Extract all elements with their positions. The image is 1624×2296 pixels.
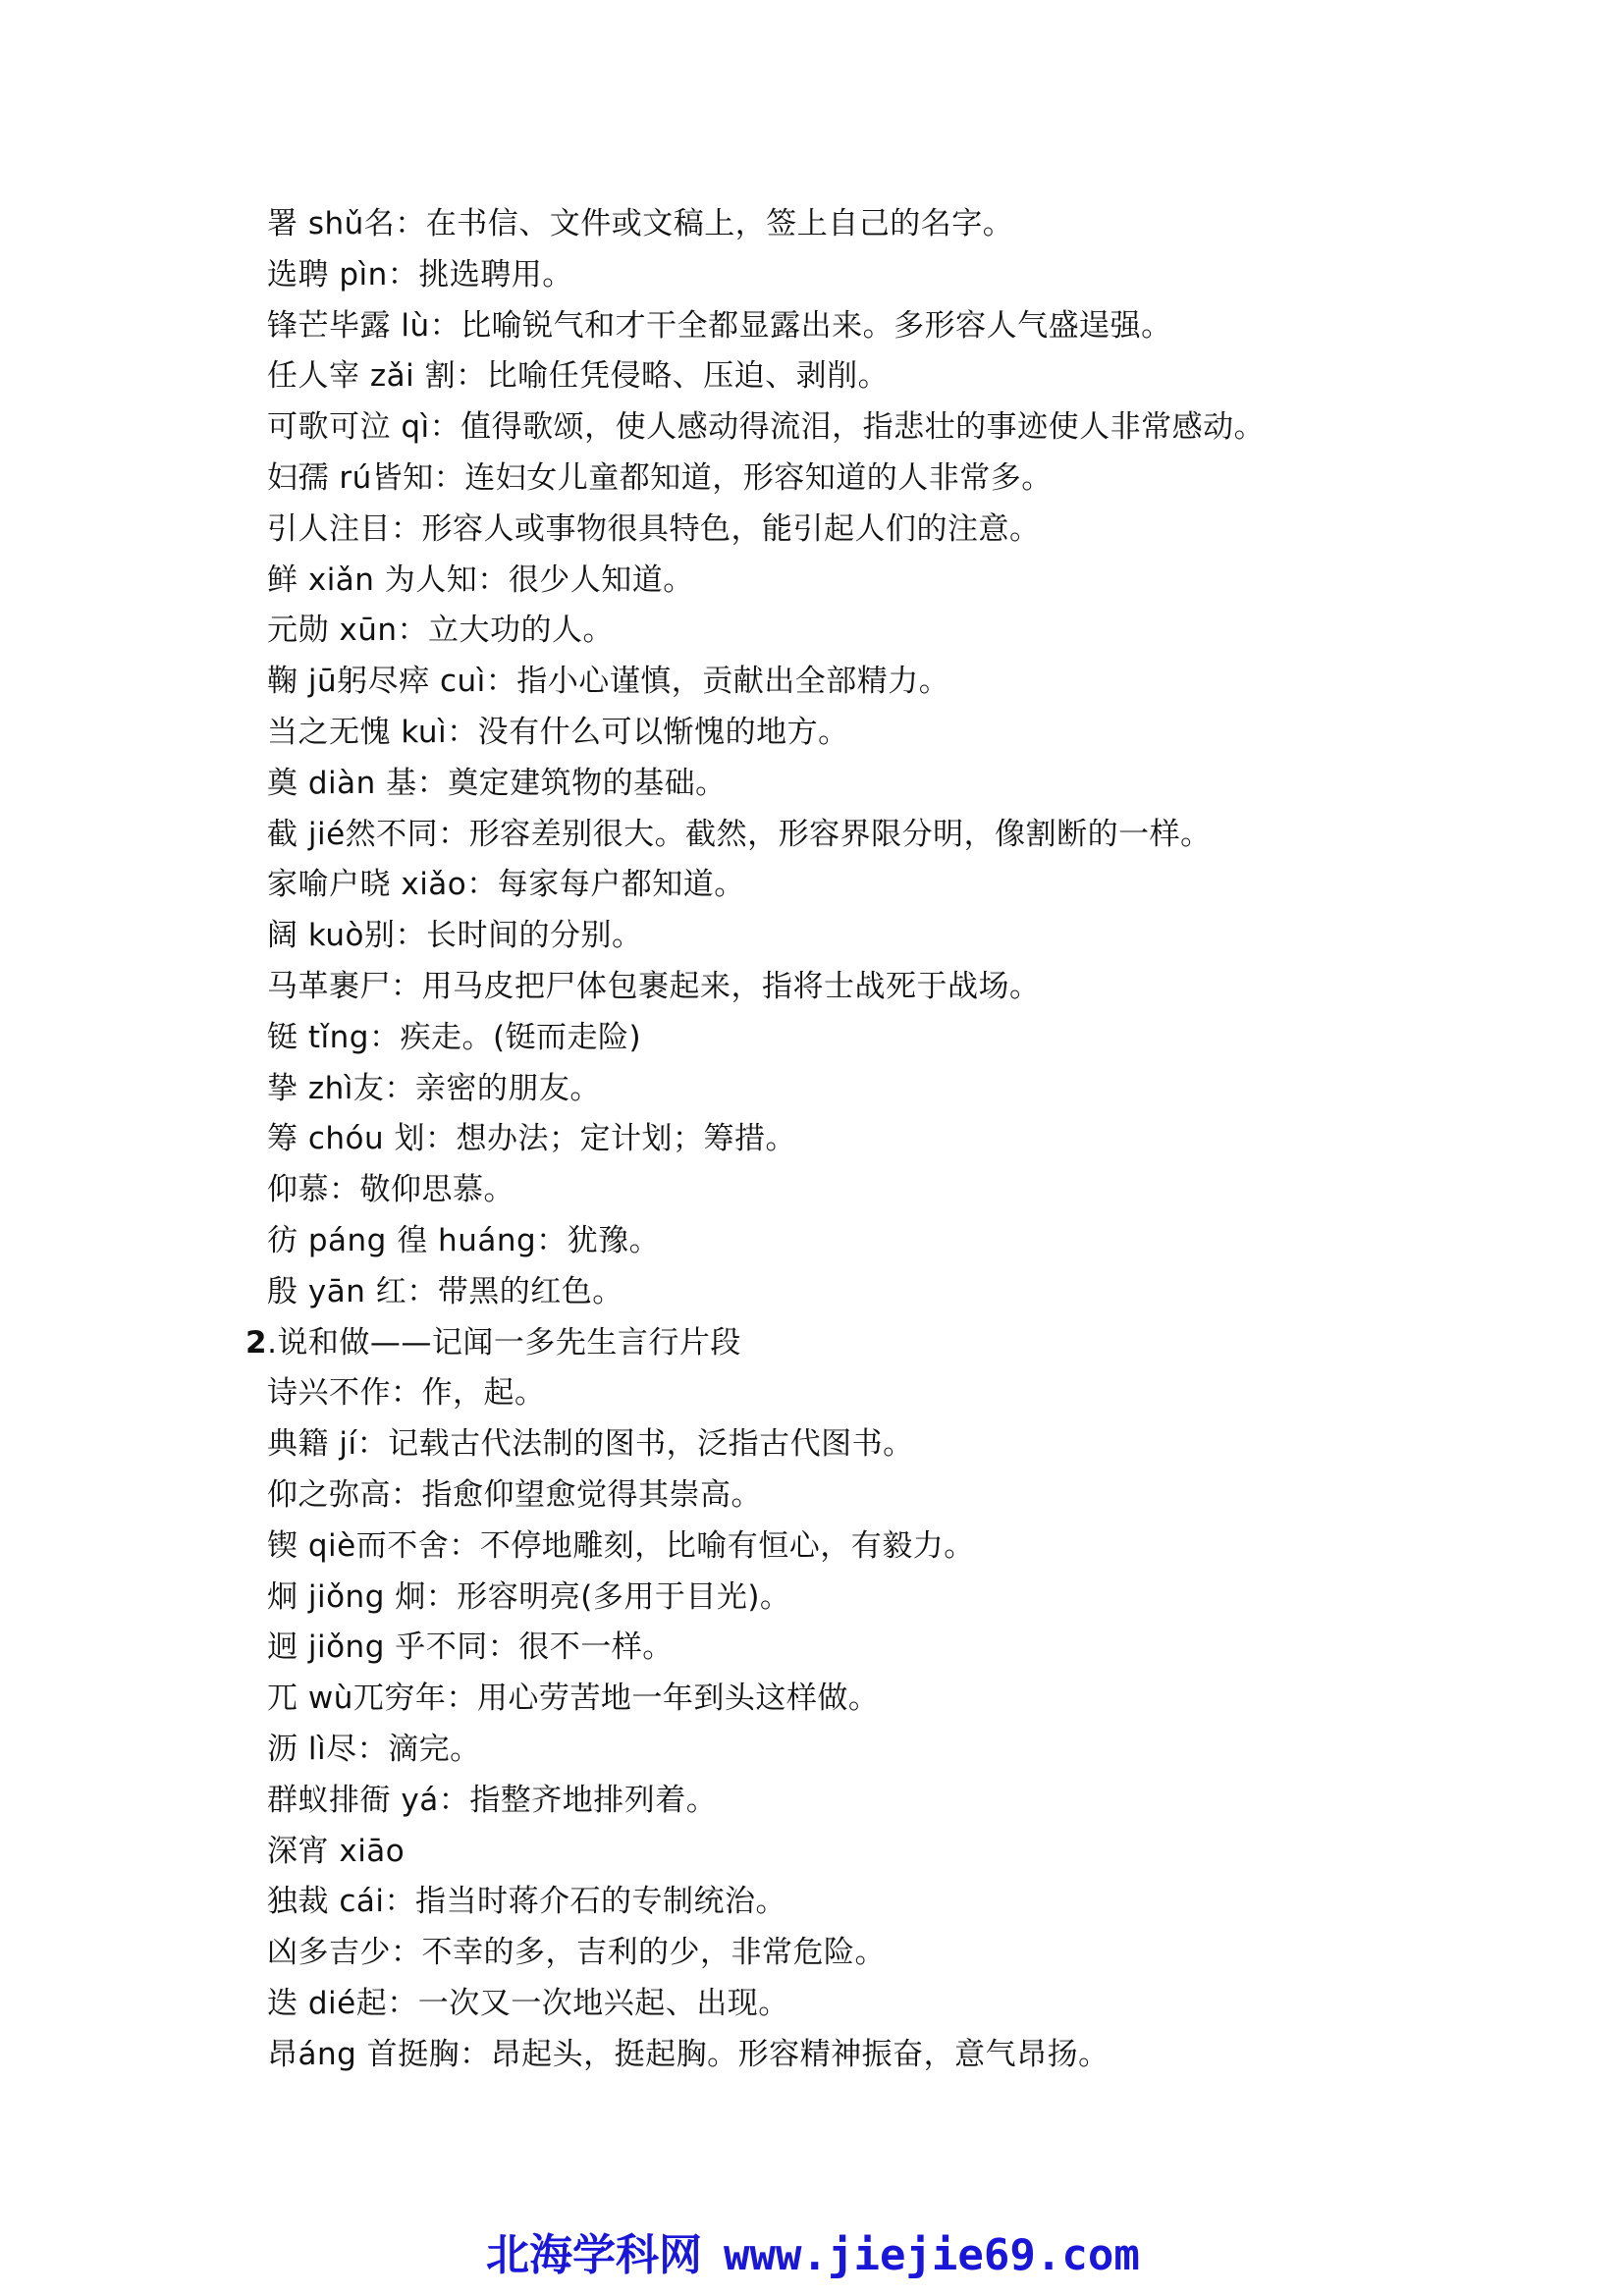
vocab-entry: 署 shǔ名：在书信、文件或文稿上，签上自己的名字。 — [267, 206, 1014, 241]
vocab-entry: 任人宰 zǎi 割：比喻任凭侵略、压迫、剥削。 — [267, 358, 890, 395]
vocab-entry: 独裁 cái：指当时蒋介石的专制统治。 — [267, 1884, 787, 1920]
section-heading — [245, 1318, 1543, 1369]
vocab-entry: 殷 yān 红：带黑的红色。 — [267, 1273, 623, 1309]
vocab-entry: 沥 lì尽：滴完。 — [267, 1731, 481, 1767]
vocab-entry: 阔 kuò别：长时间的分别。 — [267, 918, 643, 954]
vocab-entry: 昂áng 首挺胸：昂起头，挺起胸。形容精神振奋，意气昂扬。 — [267, 2036, 1110, 2072]
vocab-entry: 家喻户晓 xiǎo：每家每户都知道。 — [267, 867, 745, 903]
vocab-entry: 当之无愧 kuì：没有什么可以惭愧的地方。 — [267, 714, 849, 750]
footer-site-name: 北海学科网 — [486, 2230, 702, 2280]
vocab-entry: 引人注目：形容人或事物很具特色，能引起人们的注意。 — [267, 510, 1041, 547]
vocab-entry: 仰慕：敬仰思慕。 — [267, 1172, 514, 1208]
vocab-entry: 铤 tǐng：疾走。(铤而走险) — [267, 1019, 642, 1055]
vocab-entry: 挚 zhì友：亲密的朋友。 — [267, 1070, 601, 1106]
vocab-entry: 炯 jiǒng 炯：形容明亮(多用于目光)。 — [267, 1578, 791, 1615]
footer-url[interactable]: www.jiejie69.com — [724, 2230, 1140, 2280]
vocabulary-list — [245, 199, 1543, 2080]
vocab-entry: 典籍 jí：记载古代法制的图书，泛指古代图书。 — [267, 1426, 914, 1463]
vocab-entry: 兀 wù兀穷年：用心劳苦地一年到头这样做。 — [267, 1681, 880, 1717]
section-title: .说和做——记闻一多先生言行片段 — [267, 1324, 741, 1361]
vocab-entry: 马革裹尸：用马皮把尸体包裹起来，指将士战死于战场。 — [267, 968, 1041, 1004]
section-number: 2 — [245, 1324, 268, 1361]
vocab-entry: 元勋 xūn：立大功的人。 — [267, 613, 614, 649]
vocab-entry: 诗兴不作：作，起。 — [267, 1375, 546, 1412]
vocab-entry: 可歌可泣 qì：值得歌颂，使人感动得流泪，指悲壮的事迹使人非常感动。 — [267, 409, 1266, 446]
vocab-entry: 筹 chóu 划：想办法；定计划；筹措。 — [267, 1121, 797, 1157]
vocab-entry: 迥 jiǒng 乎不同：很不一样。 — [267, 1629, 674, 1666]
vocab-entry: 深宵 xiāo — [267, 1833, 406, 1869]
vocab-entry: 迭 dié起：一次又一次地兴起、出现。 — [267, 1985, 789, 2021]
vocab-entry: 凶多吉少：不幸的多，吉利的少，非常危险。 — [267, 1935, 886, 1971]
vocab-entry: 彷 páng 徨 huáng：犹豫。 — [267, 1222, 661, 1258]
vocab-entry: 鲜 xiǎn 为人知：很少人知道。 — [267, 561, 694, 598]
vocab-entry: 锋芒毕露 lù：比喻锐气和才干全都显露出来。多形容人气盛逞强。 — [267, 307, 1172, 344]
vocab-entry: 群蚁排衙 yá：指整齐地排列着。 — [267, 1782, 718, 1818]
vocab-entry: 鞠 jū躬尽瘁 cuì：指小心谨慎，贡献出全部精力。 — [267, 664, 950, 700]
vocab-entry: 奠 diàn 基：奠定建筑物的基础。 — [267, 765, 727, 801]
footer-watermark — [486, 2230, 1140, 2281]
vocab-entry: 锲 qiè而不舍：不停地雕刻，比喻有恒心，有毅力。 — [267, 1527, 975, 1564]
vocab-entry: 妇孺 rú皆知：连妇女儿童都知道，形容知道的人非常多。 — [267, 459, 1053, 496]
vocab-entry: 截 jié然不同：形容差别很大。截然，形容界限分明，像割断的一样。 — [267, 816, 1212, 852]
vocab-entry: 仰之弥高：指愈仰望愈觉得其崇高。 — [267, 1476, 762, 1513]
vocab-entry: 选聘 pìn：挑选聘用。 — [267, 256, 573, 293]
